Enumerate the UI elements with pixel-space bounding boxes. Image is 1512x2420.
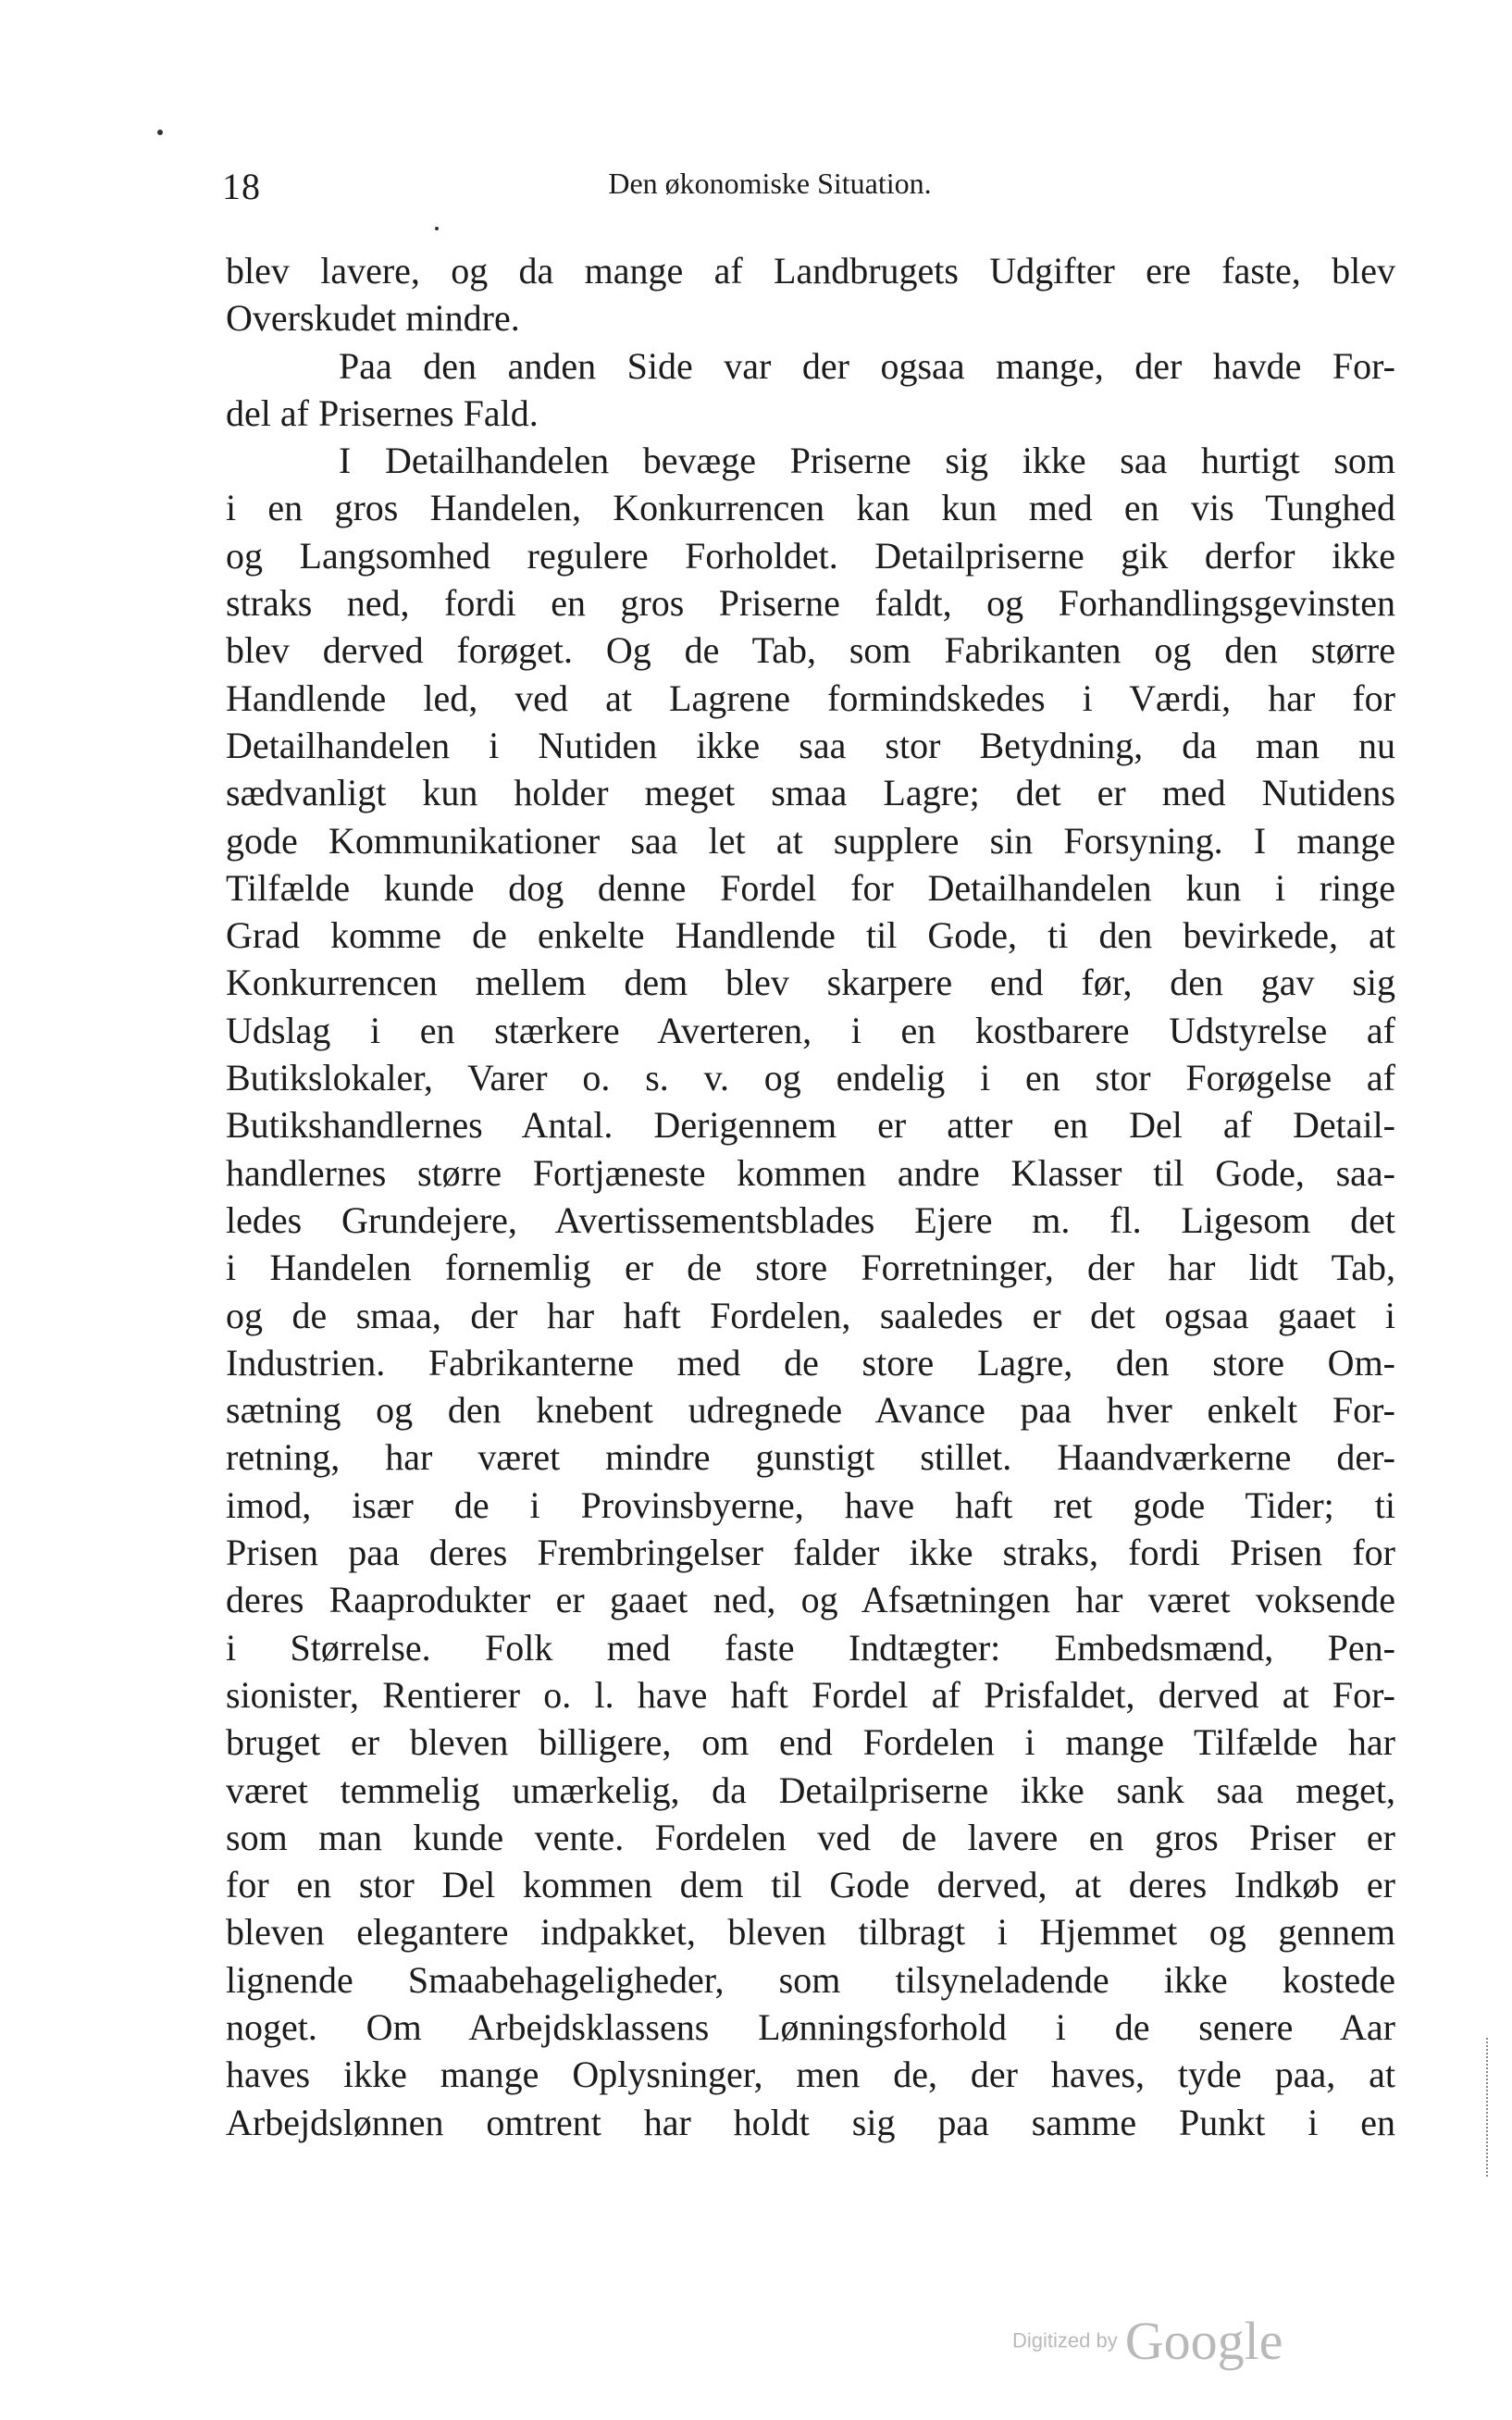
text-line: og Langsomhed regulere Forholdet. Detailpriserne gik derfor ikke (226, 534, 1395, 577)
text-line: for en stor Del kommen dem til Gode derved, at deres Indkøb er (226, 1864, 1395, 1906)
text-line: imod, især de i Provinsbyerne, have haft ret gode Tider; ti (226, 1483, 1395, 1526)
text-line: Tilfælde kunde dog denne Fordel for Detailhandelen kun i ringe (226, 866, 1395, 909)
text-line: Udslag i en stærkere Averteren, i en kostbarere Udstyrelse af (226, 1009, 1395, 1051)
text-line: Butikslokaler, Varer o. s. v. og endelig i en stor Forøgelse af (226, 1057, 1395, 1099)
text-line: ledes Grundejere, Avertissementsblades Ejere m. fl. Ligesom det (226, 1198, 1395, 1241)
text-line: gode Kommunikationer saa let at supplere sin Forsyning. I mange (226, 819, 1395, 862)
text-line: Grad komme de enkelte Handlende til Gode, ti den bevirkede, at (226, 914, 1395, 957)
text-line: blev lavere, og da mange af Landbrugets Udgifter ere faste, blev (226, 250, 1395, 292)
watermark-brand: Google (1124, 2311, 1283, 2371)
text-line: sædvanligt kun holder meget smaa Lagre; det er med Nutidens (226, 772, 1395, 814)
text-line: Overskudet mindre. (226, 297, 520, 340)
text-line: blev derved forøget. Og de Tab, som Fabrikanten og den større (226, 629, 1395, 672)
text-line: sionister, Rentierer o. l. have haft Fordel af Prisfaldet, derved at For- (226, 1673, 1395, 1716)
text-line: som man kunde vente. Fordelen ved de lavere en gros Priser er (226, 1816, 1395, 1858)
text-line: handlernes større Fortjæneste kommen andre Klasser til Gode, saa- (226, 1151, 1395, 1194)
text-line: noget. Om Arbejdsklassens Lønningsforhold i de senere Aar (226, 2005, 1395, 2048)
text-line: bruget er bleven billigere, om end Fordelen i mange Tilfælde har (226, 1721, 1395, 1764)
ink-speck (157, 130, 163, 135)
page-number: 18 (222, 166, 261, 207)
text-line: Detailhandelen i Nutiden ikke saa stor Betydning, da man nu (226, 724, 1395, 766)
text-line: I Detailhandelen bevæge Priserne sig ikke saa hurtigt som (339, 440, 1395, 482)
page-edge-mark (1486, 2038, 1490, 2177)
text-line: Handlende led, ved at Lagrene formindskedes i Værdi, har for (226, 676, 1395, 719)
text-line: i Størrelse. Folk med faste Indtægter: Embedsmænd, Pen- (226, 1626, 1395, 1669)
text-line: Prisen paa deres Frembringelser falder ikke straks, fordi Prisen for (226, 1532, 1395, 1574)
text-line: og de smaa, der har haft Fordelen, saaledes er det ogsaa gaaet i (226, 1294, 1395, 1336)
text-line: bleven elegantere indpakket, bleven tilbragt i Hjemmet og gennem (226, 1911, 1395, 1954)
text-line: i Handelen fornemlig er de store Forretninger, der har lidt Tab, (226, 1247, 1395, 1289)
text-line: del af Prisernes Fald. (226, 391, 539, 434)
text-line: lignende Smaabehageligheder, som tilsyneladende ikke kostede (226, 1958, 1395, 2001)
text-line: sætning og den knebent udregnede Avance paa hver enkelt For- (226, 1389, 1395, 1432)
ink-speck (435, 227, 439, 230)
text-line: Butikshandlernes Antal. Derigennem er atter en Del af Detail- (226, 1104, 1395, 1147)
body-text (226, 247, 1395, 2146)
text-line: retning, har været mindre gunstigt stillet. Haandværkerne der- (226, 1436, 1395, 1479)
text-line: Industrien. Fabrikanterne med de store Lagre, den store Om- (226, 1341, 1395, 1384)
watermark-prefix: Digitized by (1012, 2328, 1118, 2352)
text-line: Konkurrencen mellem dem blev skarpere end før, den gav sig (226, 962, 1395, 1004)
text-line: været temmelig umærkelig, da Detailpriserne ikke sank saa meget, (226, 1768, 1395, 1811)
text-line: i en gros Handelen, Konkurrencen kan kun med en vis Tunghed (226, 487, 1395, 529)
text-line: Arbejdslønnen omtrent har holdt sig paa samme Punkt i en (226, 2101, 1395, 2143)
text-line: deres Raaprodukter er gaaet ned, og Afsætningen har været voksende (226, 1579, 1395, 1621)
text-line: Paa den anden Side var der ogsaa mange, der havde For- (339, 344, 1395, 387)
digitized-watermark (1012, 2310, 1283, 2372)
text-line: straks ned, fordi en gros Priserne faldt, og Forhandlingsgevinsten (226, 582, 1395, 625)
text-line: haves ikke mange Oplysninger, men de, der haves, tyde paa, at (226, 2054, 1395, 2096)
running-title: Den økonomiske Situation. (608, 167, 932, 200)
